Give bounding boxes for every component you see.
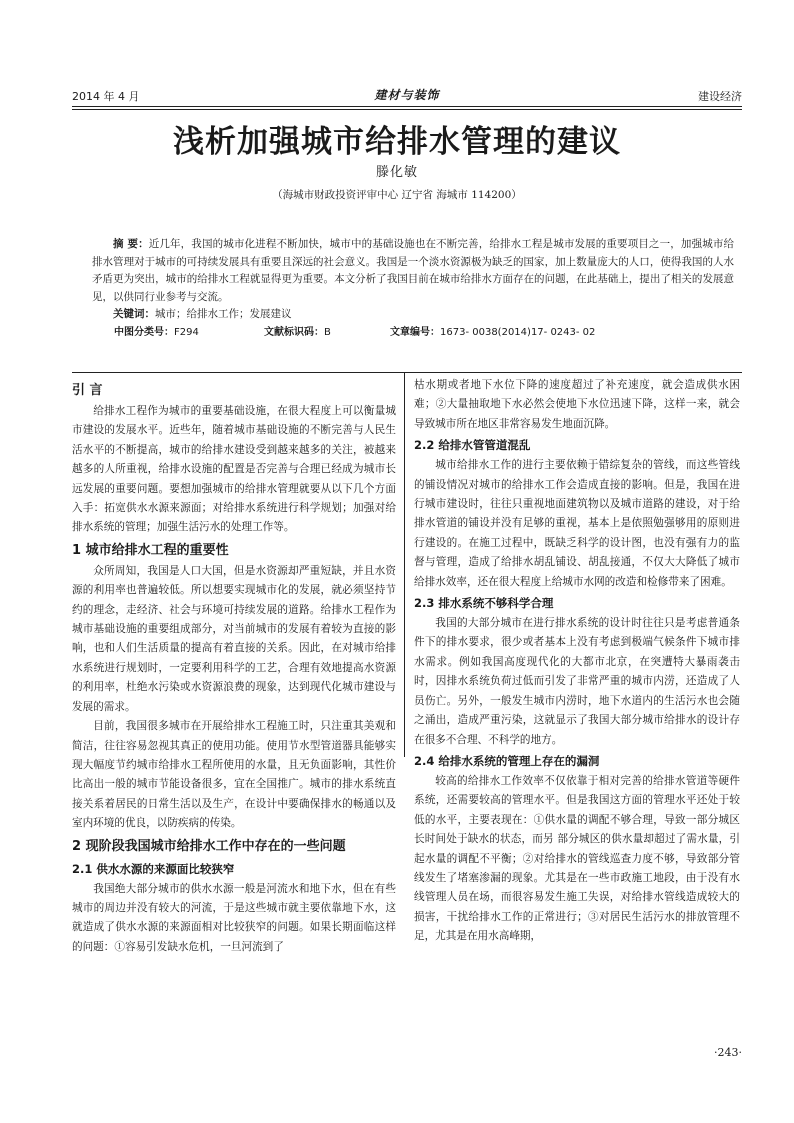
heading-introduction: 引 言 bbox=[72, 383, 103, 398]
heading-section-2-3: 2.3 排水系统不够科学合理 bbox=[414, 596, 554, 611]
heading-section-2: 2 现阶段我国城市给排水工作中存在的一些问题 bbox=[72, 838, 346, 854]
paragraph-1a: 众所周知，我国是人口大国，但是水资源却严重短缺，并且水资源的利用率也普遍较低。所以想要实现城市化的发展，就必须坚持节约的理念，走经济、社会与环境可持续发展的道路。给排水工程作为城市基础设施的重要组成部分，对当前城市的发展有着较为直接的影响，也和人们生活质量的提高有着直接的关系。因此，在对城市给排水系统进行规划时，一定要利用科学的工艺，合理有效地提高水资源的利用率，杜绝水污染或水资源浪费的现象，达到现代化城市建设与发展的需求。 bbox=[72, 564, 396, 713]
heading-section-2-2: 2.2 给排水管管道混乱 bbox=[414, 438, 531, 453]
keywords-label: 关键词： bbox=[113, 308, 155, 320]
author-affiliation: （海城市财政投资评审中心 辽宁省 海城市 114200） bbox=[272, 189, 522, 201]
heading-section-2-4: 2.4 给排水系统的管理上存在的漏洞 bbox=[414, 753, 600, 768]
paragraph-2-1-continued: 枯水期或者地下水位下降的速度超过了补充速度，就会造成供水困难；②大量抽取地下水必然会使地下水位迅速下降，这样一来，就会导致城市所在地区非常容易发生地面沉降。 bbox=[414, 379, 740, 430]
doc-code-field bbox=[264, 324, 331, 342]
header-section: 建设经济 bbox=[698, 90, 742, 103]
body-top-rule bbox=[72, 372, 742, 373]
keywords-line bbox=[92, 306, 734, 324]
paragraph-introduction: 给排水工程作为城市的重要基础设施，在很大程度上可以衡量城市建设的发展水平。近些年，随着城市基础设施的不断完善与人民生活水平的不断提高，城市的给排水建设受到越来越多的关注，被越来越多的人所重视，给排水设施的配置是否完善与合理已经成为城市长远发展的重要问题。要想加强城市的给排水管理就要从以下几个方面入手：拓宽供水水源来源面；对给排水系统进行科学规划；加强对给排水系统的管理；加强生活污水的处理工作等。 bbox=[72, 405, 396, 534]
doc-code-value: B bbox=[324, 326, 331, 338]
doc-code-label: 文献标识码： bbox=[264, 326, 324, 338]
abstract-label: 摘 要： bbox=[113, 238, 149, 250]
keywords-text: 城市；给排水工作；发展建议 bbox=[155, 308, 292, 320]
abstract-block bbox=[92, 236, 734, 342]
left-column bbox=[72, 378, 396, 957]
article-no-label: 文章编号： bbox=[390, 326, 440, 338]
article-no-field bbox=[390, 324, 595, 342]
classification-line bbox=[114, 324, 734, 342]
paragraph-2-2: 城市给排水工作的进行主要依赖于错综复杂的管线，而这些管线的铺设情况对城市的给排水工作会造成直接的影响。但是，我国在进行城市建设时，往往只重视地面建筑物以及城市道路的建设，对于给排水管道的铺设并没有足够的重视，基本上是依照勉强够用的原则进行建设的。在施工过程中，既缺乏科学的设计图，也没有强有力的监督与管理，造成了给排水胡乱铺设、胡乱接通，不仅大大降低了城市给排水效率，还在很大程度上给城市水网的改造和检修带来了困难。 bbox=[414, 459, 740, 588]
header-rule-thin bbox=[72, 109, 742, 110]
header-rule-thick bbox=[72, 106, 742, 107]
paragraph-1b: 目前，我国很多城市在开展给排水工程施工时，只注重其美观和简洁，往往容易忽视其真正的使用功能。使用节水型管道器具能够实现大幅度节约城市给排水工程所使用的水量，且无负面影响，其性价比高出一般的城市节能设备很多，宜在全国推广。城市的排水系统直接关系着居民的日常生活以及生产，在设计中要确保排水的畅通以及室内环境的优良，以防疾病的传染。 bbox=[72, 720, 396, 830]
author-name: 滕化敏 bbox=[375, 165, 418, 180]
running-header bbox=[72, 86, 742, 108]
abstract-paragraph bbox=[92, 236, 734, 306]
journal-name: 建材与装饰 bbox=[374, 88, 440, 102]
clc-label: 中图分类号： bbox=[114, 326, 174, 338]
right-column bbox=[414, 376, 740, 947]
heading-section-2-1: 2.1 供水水源的来源面比较狭窄 bbox=[72, 861, 235, 876]
abstract-text: 近几年，我国的城市化进程不断加快，城市中的基础设施也在不断完善，给排水工程是城市发展的重要项目之一，加强城市给排水管理对于城市的可持续发展具有重要且深远的社会意义。我国是一个淡水资源极为缺乏的国家，加上数量庞大的人口，使得我国的人水矛盾更为突出，城市的给排水工程就显得更为重要。本文分析了我国目前在城市给排水方面存在的问题，在此基础上，提出了相关的发展意见，以供同行业参考与交流。 bbox=[92, 238, 735, 303]
paragraph-2-4: 较高的给排水工作效率不仅依靠于相对完善的给排水管道等硬件系统，还需要较高的管理水平。但是我国这方面的管理水平还处于较低的水平，主要表现在：①供水量的调配不够合理，导致一部分城区长时间处于缺水的状态，而另 部分城区的供水量却超过了需水量，引起水量的调配不平衡；②对给排水的管线巡查力度不够，导致部分管线发生了堵塞渗漏的现象。尤其是在一些市政施工地段，由于没有水线管理人员在场，而很容易发生施工失误，对给排水管线造成较大的损害，干扰给排水工作的正常进行；③对居民生活污水的排放管理不足，尤其是在用水高峰期， bbox=[414, 774, 740, 943]
article-title: 浅析加强城市给排水管理的建议 bbox=[173, 124, 621, 160]
page-number: ·243· bbox=[714, 1046, 742, 1059]
clc-field bbox=[114, 324, 199, 342]
clc-value: F294 bbox=[174, 326, 199, 338]
paragraph-2-1: 我国绝大部分城市的供水水源一般是河流水和地下水，但在有些城市的周边并没有较大的河流，于是这些城市就主要依靠地下水，这就造成了供水水源的来源面相对比较狭窄的问题。如果长期面临这样的问题：①容易引发缺水危机，一旦河流到了 bbox=[72, 882, 396, 953]
heading-section-1: 1 城市给排水工程的重要性 bbox=[72, 542, 229, 558]
header-date: 2014 年 4 月 bbox=[72, 90, 140, 103]
column-divider bbox=[404, 372, 405, 757]
article-no-value: 1673- 0038(2014)17- 0243- 02 bbox=[440, 326, 596, 338]
paragraph-2-3: 我国的大部分城市在进行排水系统的设计时往往只是考虑普通条件下的排水要求，很少或者基本上没有考虑到极端气候条件下城市排水需求。例如我国高度现代化的大都市北京，在突遭特大暴雨袭击时，因排水系统负荷过低而引发了非常严重的城市内涝，还造成了人员伤亡。另外，一般发生城市内涝时，地下水道内的生活污水也会随之涌出，造成严重污染，这就显示了我国大部分城市给排水的设计存在很多不合理、不科学的地方。 bbox=[414, 617, 740, 746]
